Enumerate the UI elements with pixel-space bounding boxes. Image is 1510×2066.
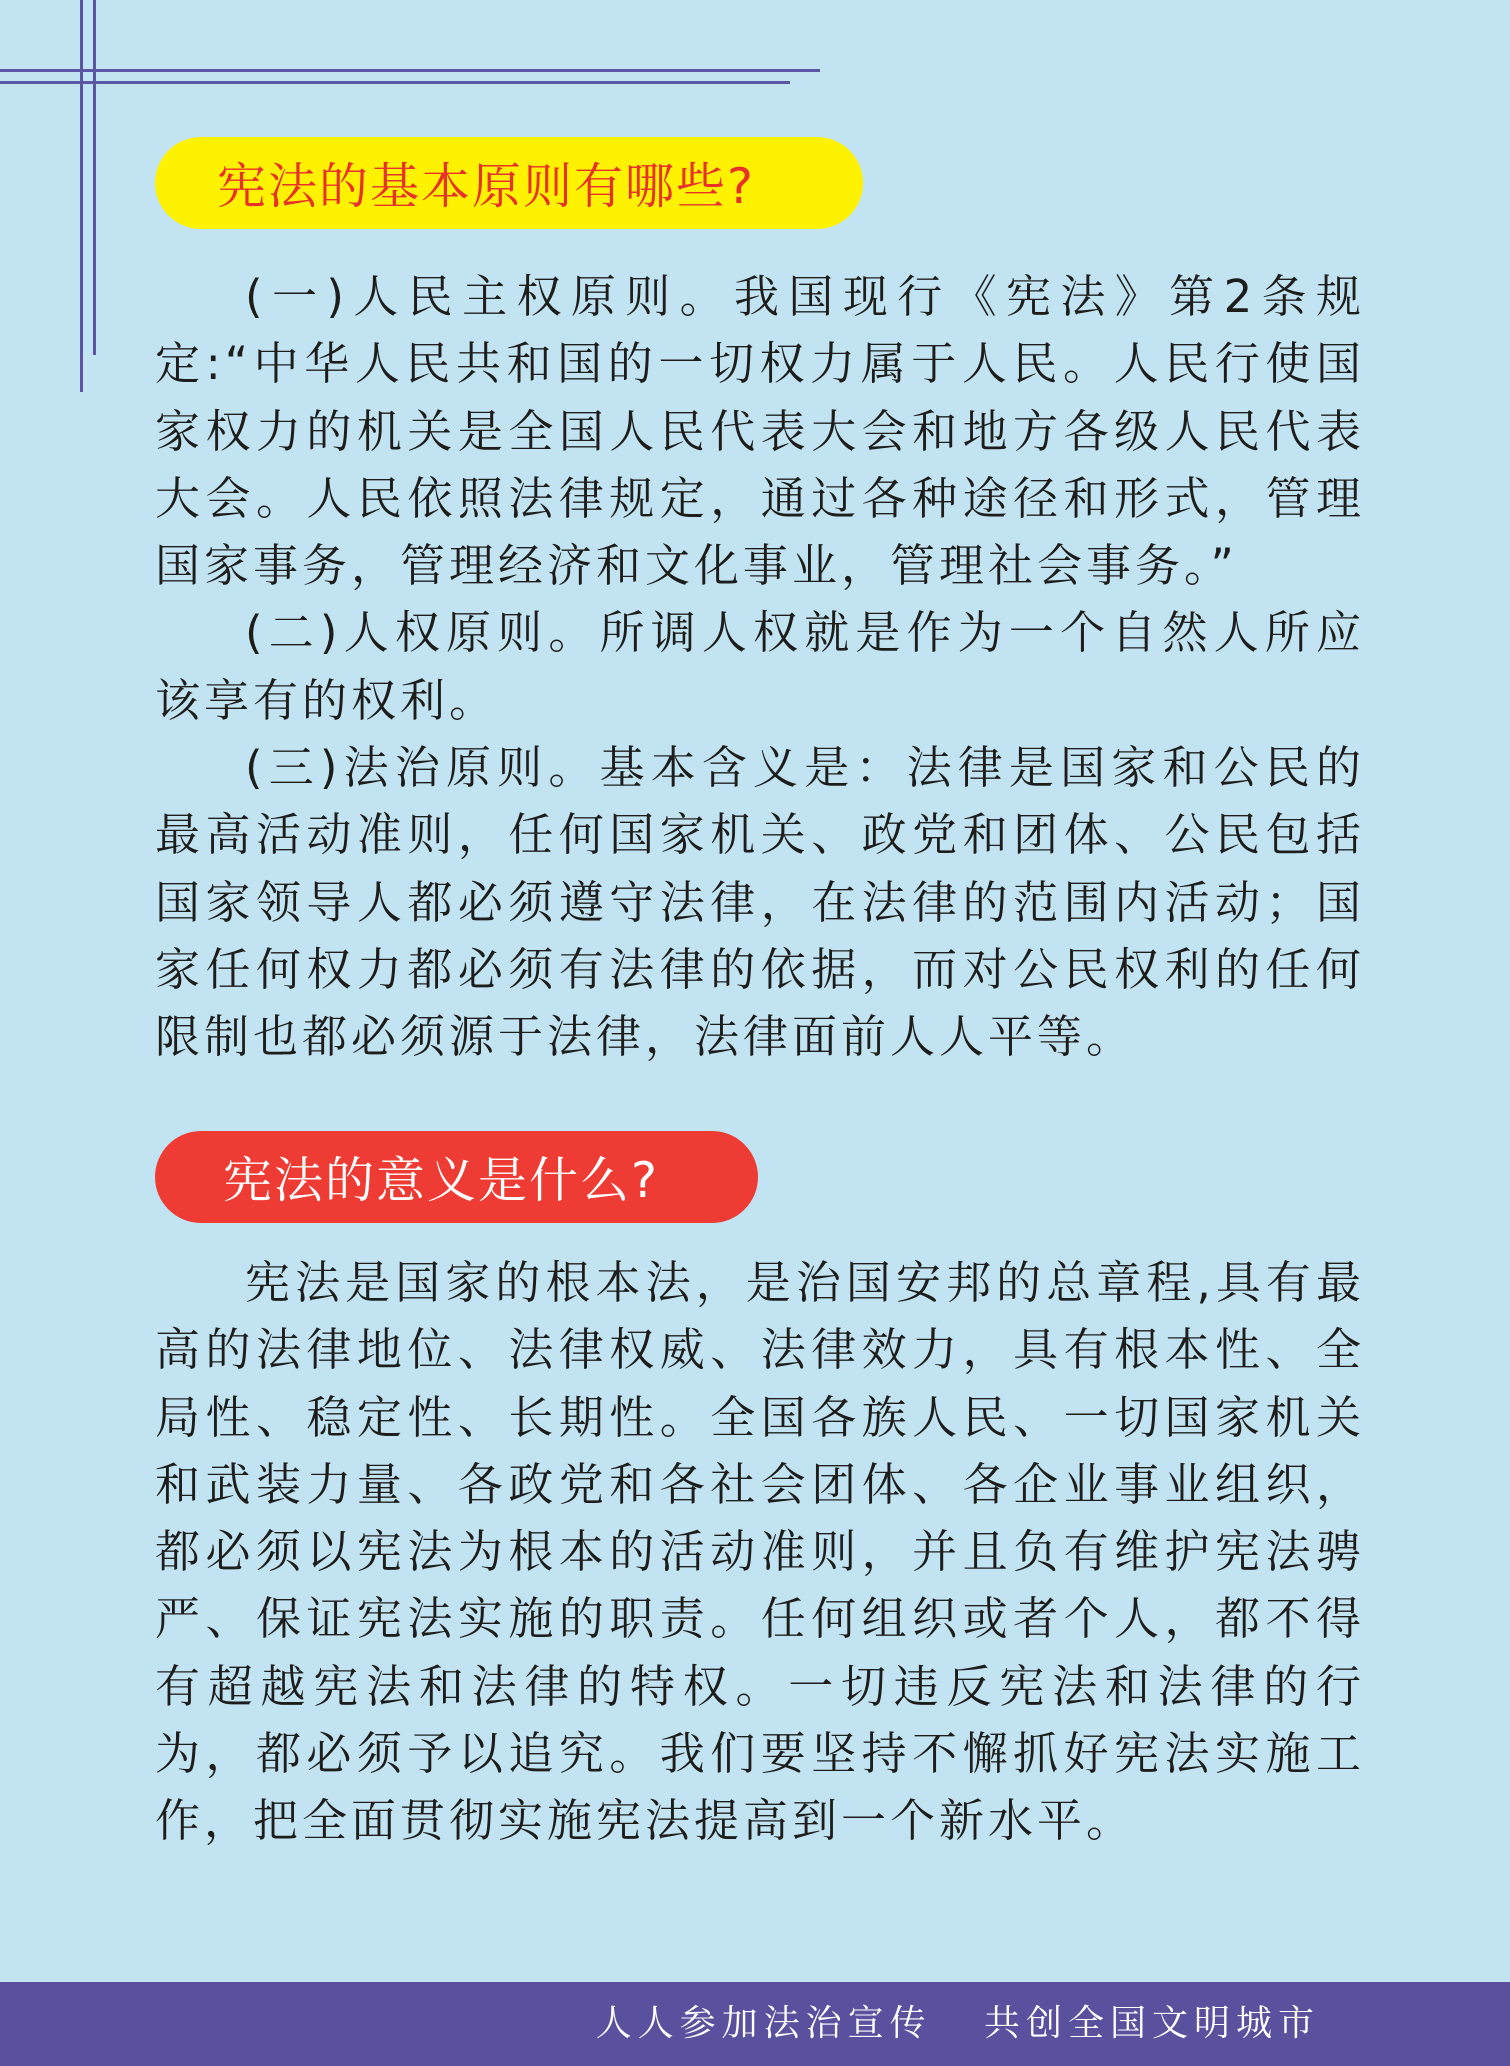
principles-body [155,263,1365,1071]
decorative-vertical-line-2 [93,0,96,355]
footer-slogan: 人人参加法治宣传 共创全国文明城市 [595,2003,1320,2044]
paragraph: (二)人权原则。所调人权就是作为一个自然人所应该享有的权利。 [155,606,1365,727]
section-heading-principles [155,137,863,229]
decorative-vertical-line-1 [80,0,83,392]
paragraph: (三)法治原则。基本含义是：法律是国家和公民的最高活动准则，任何国家机关、政党和团体、公民包括国家领导人都必须遵守法律，在法律的范围内活动；国家任何权力都必须有法律的依据，而对公民权利的任何限制也都必须源于法律，法律面前人人平等。 [155,741,1365,1064]
decorative-horizontal-line-2 [0,81,790,84]
section-heading-significance [155,1131,758,1223]
paragraph: (一)人民主权原则。我国现行《宪法》第2条规定:“中华人民共和国的一切权力属于人民。人民行使国家权力的机关是全国人民代表大会和地方各级人民代表大会。人民依照法律规定，通过各种途径和形式，管理国家事务，管理经济和文化事业，管理社会事务。” [155,270,1365,593]
section-heading-text: 宪法的基本原则有哪些? [217,158,756,215]
paragraph: 宪法是国家的根本法，是治国安邦的总章程,具有最高的法律地位、法律权威、法律效力，具有根本性、全局性、稳定性、长期性。全国各族人民、一切国家机关和武装力量、各政党和各社会团体、各企业事业组织，都必须以宪法为根本的活动准则，并且负有维护宪法骋严、保证宪法实施的职责。任何组织或者个人，都不得有超越宪法和法律的特权。一切违反宪法和法律的行为，都必须予以追究。我们要坚持不懈抓好宪法实施工作，把全面贯彻实施宪法提高到一个新水平。 [155,1256,1365,1848]
decorative-horizontal-line-1 [0,69,820,72]
footer-bar [0,1982,1510,2066]
significance-body [155,1249,1365,1855]
section-heading-text: 宪法的意义是什么? [223,1152,660,1209]
